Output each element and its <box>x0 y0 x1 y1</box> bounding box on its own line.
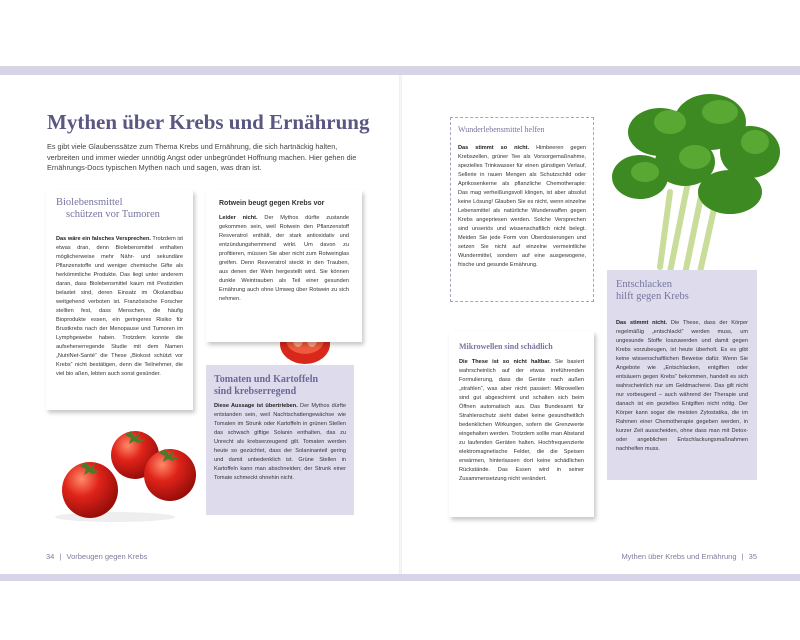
box-entschlacken <box>607 270 757 480</box>
top-band <box>0 66 800 75</box>
footer-right: Mythen über Krebs und Ernährung | 35 <box>621 552 757 561</box>
box-wunderlebensmittel <box>450 117 594 302</box>
page-gutter <box>399 75 402 574</box>
box-tomaten <box>206 365 354 515</box>
box-wunderlebensmittel-text: Das stimmt so nicht. Himbeeren gegen Krebszellen, grüner Tee als Vorsorgemaßnahme, spezielles Trinkwasser für einen günstigen Verlauf, Sellerie in rauen Mengen als Schutzschild oder Aprikosenkerne als pflanzliche Chemotherapie: Das mag verheißungsvoll klingen, ist aber absolut keine Lösung! Glauben Sie es nicht, wenn einzelne Lebensmittel als natürliche Wunderwaffen gegen Krebs angepriesen werden. Solche Versprechen sind unseriös und wissenschaftlich nicht belegt. Meiden Sie jede Form von Überdosierungen und setzen Sie nicht auf einzelne vermeintliche Wundermittel, sondern auf eine ausgewogene, frische und gesunde Ernährung. <box>458 145 586 268</box>
celery-image <box>600 82 790 282</box>
box-mikrowellen <box>449 331 594 517</box>
box-rotwein <box>206 190 362 342</box>
footer-left-title: Vorbeugen gegen Krebs <box>66 552 148 561</box>
box-biolebensmittel <box>46 190 193 410</box>
tomatoes-image <box>55 405 200 525</box>
box-biolebensmittel-text: Das wäre ein falsches Versprechen. Trotzdem ist etwas dran, denn Biolebensmittel enthalten möglicherweise mehr Nähr- und sekundäre Pflanzenstoffe und weniger chemische Gifte als herkömmliche Produkte. Das liegt unter anderem daran, dass Biolebensmittel kaum mit Pestiziden belastet sind, deren Einsatz im Ökolandbau weitgehend verboten ist. Französische Forscher stellten fest, dass Menschen, die häufig Bioprodukte essen, ein geringeres Risiko für Brustkrebs nach der Menopause und Tumoren im Lymphgewebe haben. Trotzdem konnte die aufsehenerregende Studie mit dem Namen „NutriNet-Santé“ die These „Biokost schützt vor Krebs“ nicht bestätigen, denn die Teilnehmer, die viel bio aßen, lebten auch sonst gesünder. <box>56 236 183 377</box>
box-entschlacken-text: Das stimmt nicht. Die These, dass der Körper regelmäßig „entschlackt“ werden muss, um ungesunde Stoffe loszuwerden und damit gegen Krebs vorzubeugen, ist heute überholt. Es es gibt keine wissenschaftlichen Beweise dafür. Wenn Sie Angebote wie „Entschlacken, entgiften oder entsäuern gegen Krebs“ bekommen, handelt es sich wahrscheinlich nur um Geldmacherei. Das gilt nicht nur vorbeugend – auch während der Therapie und danach ist ein gezieltes Entgiften nicht nötig. Der Körper kann sogar die meisten Zytostatika, die im Rahmen einer Chemotherapie gegeben werden, in kurzer Zeit ausscheiden, ohne dass man mit Detox- oder angeblichen Entschlackungsmaßnahmen nachhelfen muss. <box>616 320 748 452</box>
bottom-band <box>0 574 800 581</box>
box-wunderlebensmittel-title: Wunderlebensmittel helfen <box>458 125 545 134</box>
box-rotwein-title: Rotwein beugt gegen Krebs vor <box>219 200 325 207</box>
box-mikrowellen-title: Mikrowellen sind schädlich <box>459 342 553 351</box>
box-tomaten-text: Diese Aussage ist übertrieben. Der Mythos dürfte entstanden sein, weil Nachtschattengewächse wie Tomaten im Strunk oder Kartoffeln in grünen Stellen das schwach giftige Solanin enthalten, das zu Unrecht als krebserzeugend gilt. Tomaten werden heute so gezüchtet, dass der Solaninanteil gering und damit unbedenklich ist. Grüne Stellen in Kartoffeln kann man abschneiden; der Strunk einer Tomate schmeckt ohnehin nicht. <box>214 403 346 481</box>
page-title: Mythen über Krebs und Ernährung <box>47 110 370 134</box>
page-number-right: 35 <box>748 552 757 561</box>
intro-text: Es gibt viele Glaubenssätze zum Thema Krebs und Ernährung, die sich hartnäckig halten, verbreiten und immer wieder unnötig Angst oder unbegründet Hoffnung machen. Hier gehen die Ernährungs-Docs typischen Mythen nach und sagen, was dran ist. <box>47 142 357 173</box>
box-rotwein-text: Leider nicht. Der Mythos dürfte zustande gekommen sein, weil Rotwein den Pflanzenstoff Resveratrol enthält, der stark antioxidativ und entzündungshemmend wirkt. Um davon zu profitieren, müssen Sie aber nicht zum Rotweinglas greifen. Denn Resveratrol steckt in den Trauben, aus denen der Wein hergestellt wird. Sie können dunkle Weintrauben als Teil einer gesunden Ernährung auch ohne Umweg über Rotwein zu sich nehmen. <box>219 215 349 302</box>
box-tomaten-title: Tomaten und Kartoffeln sind krebserregend <box>214 374 319 397</box>
box-mikrowellen-text: Die These ist so nicht haltbar. Sie basiert wahrscheinlich auf der etwas irreführenden Formulierung, dass die Geräte nach außen „strahlen“, was aber nicht passiert: Mikrowellen sind gut abgeschirmt und schalten sich beim Öffnen automatisch aus. Das Bundesamt für Strahlenschutz sieht dabei keine gesundheitlich bedenklichen Wirkungen, sofern die Grenzwerte eingehalten werden. Trotzdem sollte man Abstand zu laufenden Geräten halten. Hochfrequenzierte elektromagnetische Felder, die die Speisen erwärmen, hinterlassen dort keine schädlichen Rückstände. Das Essen wird in seiner Zusammensetzung nicht verändert. <box>459 359 584 482</box>
box-entschlacken-title: Entschlacken hilft gegen Krebs <box>616 279 689 302</box>
footer-right-title: Mythen über Krebs und Ernährung <box>621 552 737 561</box>
page-number-left: 34 <box>46 552 55 561</box>
footer-left: 34 | Vorbeugen gegen Krebs <box>46 552 148 561</box>
box-biolebensmittel-title: Biolebensmittel schützen vor Tumoren <box>56 197 160 220</box>
